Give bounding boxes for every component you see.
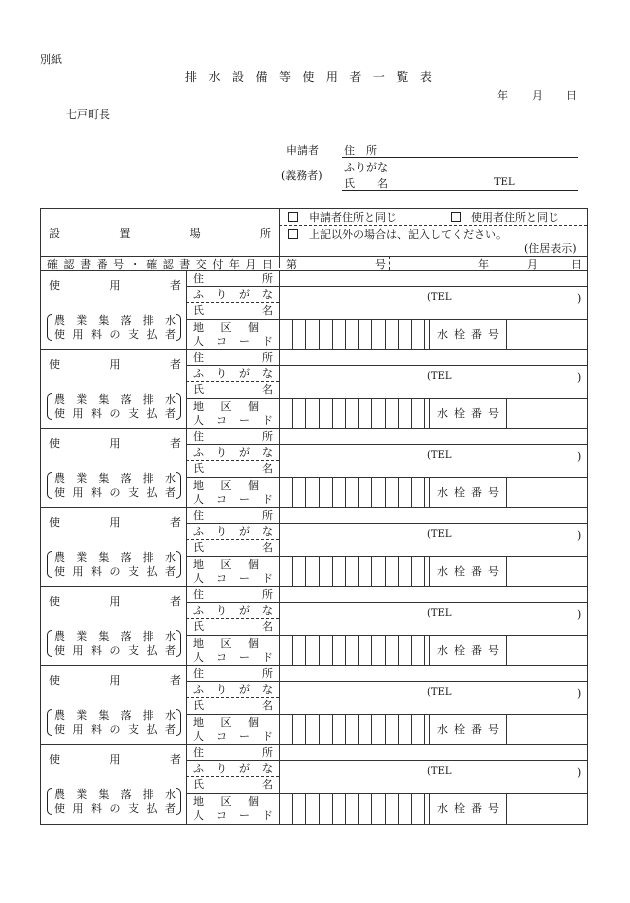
code-digit-cell[interactable] bbox=[320, 794, 332, 824]
code-digit-cell[interactable] bbox=[280, 320, 292, 350]
code-digit-cell[interactable] bbox=[412, 478, 424, 508]
tel-close: ) bbox=[577, 371, 582, 384]
furigana-label: ふ り が な bbox=[193, 604, 273, 617]
user-label: 使 用 者 bbox=[49, 358, 181, 371]
code-digit-cell[interactable] bbox=[293, 320, 305, 350]
tel-input[interactable] bbox=[461, 445, 571, 477]
address-label: 住 所 bbox=[193, 272, 273, 285]
tel-input[interactable] bbox=[461, 682, 571, 714]
applicant-role: 申請者 bbox=[286, 144, 319, 157]
payer-label-line2: 使 用 料 の 支 払 者 bbox=[54, 644, 176, 657]
furigana-label: ふ り が な bbox=[193, 288, 273, 301]
code-digit-cell[interactable] bbox=[399, 478, 411, 508]
code-digit-cell[interactable] bbox=[346, 636, 358, 666]
code-digit-cell[interactable] bbox=[293, 715, 305, 745]
address-input[interactable] bbox=[280, 587, 587, 602]
tel-input[interactable] bbox=[461, 287, 571, 319]
code-digit-cell[interactable] bbox=[399, 399, 411, 429]
user-block bbox=[41, 666, 587, 745]
code-digit-cell[interactable] bbox=[280, 478, 292, 508]
tel-input[interactable] bbox=[461, 761, 571, 793]
name-label: 氏 名 bbox=[193, 383, 273, 396]
date-month: 月 bbox=[532, 89, 543, 102]
address-input[interactable] bbox=[280, 508, 587, 523]
furigana-label: ふ り が な bbox=[193, 525, 273, 538]
code-digit-cell[interactable] bbox=[333, 794, 345, 824]
code-digit-cell[interactable] bbox=[333, 399, 345, 429]
address-label: 住 所 bbox=[193, 351, 273, 364]
area-code-label-line1: 地 区 個 bbox=[193, 716, 259, 729]
applicant-address-label: 住 所 bbox=[344, 144, 377, 157]
hydrant-no-label: 水 栓 番 号 bbox=[437, 486, 499, 499]
code-digit-cell[interactable] bbox=[372, 557, 384, 587]
payer-label-line1: 農 業 集 落 排 水 bbox=[54, 472, 176, 485]
code-digit-cell[interactable] bbox=[399, 715, 411, 745]
address-input[interactable] bbox=[280, 350, 587, 365]
cert-month: 月 bbox=[527, 258, 538, 271]
date-year: 年 bbox=[497, 89, 508, 102]
applicant-role-duty: (義務者) bbox=[281, 169, 323, 182]
code-digit-cell[interactable] bbox=[359, 399, 371, 429]
area-code-label-line1: 地 区 個 bbox=[193, 321, 259, 334]
cert-day: 日 bbox=[571, 258, 582, 271]
furigana-label: ふ り が な bbox=[193, 762, 273, 775]
code-digit-cell[interactable] bbox=[280, 399, 292, 429]
applicant-tel-label: TEL bbox=[494, 177, 515, 188]
code-digit-cell[interactable] bbox=[372, 399, 384, 429]
code-digit-cell[interactable] bbox=[293, 399, 305, 429]
user-block bbox=[41, 508, 587, 587]
code-digit-cell[interactable] bbox=[280, 557, 292, 587]
area-code-label-line1: 地 区 個 bbox=[193, 795, 259, 808]
hydrant-no-input[interactable] bbox=[507, 478, 587, 508]
payer-label-line2: 使 用 料 の 支 払 者 bbox=[54, 802, 176, 815]
tel-input[interactable] bbox=[461, 524, 571, 556]
payer-label-line2: 使 用 料 の 支 払 者 bbox=[54, 723, 176, 736]
code-digit-cell[interactable] bbox=[306, 636, 318, 666]
hydrant-no-label: 水 栓 番 号 bbox=[437, 565, 499, 578]
user-label: 使 用 者 bbox=[49, 516, 181, 529]
code-digit-cell[interactable] bbox=[412, 715, 424, 745]
user-block bbox=[41, 429, 587, 508]
user-label: 使 用 者 bbox=[49, 437, 181, 450]
tel-close: ) bbox=[577, 450, 582, 463]
code-digit-cell[interactable] bbox=[333, 320, 345, 350]
payer-label-line2: 使 用 料 の 支 払 者 bbox=[54, 486, 176, 499]
code-digit-cell[interactable] bbox=[399, 636, 411, 666]
payer-label-line1: 農 業 集 落 排 水 bbox=[54, 788, 176, 801]
tel-open: (TEL bbox=[427, 371, 452, 382]
code-digit-cell[interactable] bbox=[333, 715, 345, 745]
furigana-label: ふ り が な bbox=[193, 367, 273, 380]
option-other-text: 上記以外の場合は、記入してください。 bbox=[309, 228, 507, 241]
code-digit-cell[interactable] bbox=[280, 794, 292, 824]
applicant-furigana-label: ふりがな bbox=[344, 161, 388, 174]
tel-open: (TEL bbox=[427, 292, 452, 303]
addressee: 七戸町長 bbox=[66, 108, 110, 121]
tel-close: ) bbox=[577, 292, 582, 305]
address-label: 住 所 bbox=[193, 667, 273, 680]
area-code-label-line1: 地 区 個 bbox=[193, 637, 259, 650]
address-label: 住 所 bbox=[193, 430, 273, 443]
area-code-label-line2: 人 コ ー ド bbox=[193, 651, 273, 664]
hydrant-no-input[interactable] bbox=[507, 794, 587, 824]
area-code-label-line2: 人 コ ー ド bbox=[193, 730, 273, 743]
code-digit-cell[interactable] bbox=[399, 320, 411, 350]
applicant-name-label: 氏 名 bbox=[344, 177, 388, 190]
code-digit-cell[interactable] bbox=[280, 715, 292, 745]
code-digit-cell[interactable] bbox=[333, 636, 345, 666]
code-digit-cell[interactable] bbox=[320, 320, 332, 350]
code-digit-cell[interactable] bbox=[386, 557, 398, 587]
hydrant-no-input[interactable] bbox=[507, 320, 587, 350]
code-digit-cell[interactable] bbox=[359, 636, 371, 666]
code-digit-cell[interactable] bbox=[359, 478, 371, 508]
user-block bbox=[41, 745, 587, 824]
tel-open: (TEL bbox=[427, 450, 452, 461]
applicant-address-line[interactable] bbox=[342, 157, 578, 158]
code-digit-cell[interactable] bbox=[412, 794, 424, 824]
user-block bbox=[41, 587, 587, 666]
payer-label-line2: 使 用 料 の 支 払 者 bbox=[54, 565, 176, 578]
tel-input[interactable] bbox=[461, 603, 571, 635]
code-digit-cell[interactable] bbox=[386, 320, 398, 350]
address-input[interactable] bbox=[280, 429, 587, 444]
code-digit-cell[interactable] bbox=[320, 715, 332, 745]
tel-open: (TEL bbox=[427, 766, 452, 777]
address-input[interactable] bbox=[280, 666, 587, 681]
name-label: 氏 名 bbox=[193, 541, 273, 554]
hydrant-no-label: 水 栓 番 号 bbox=[437, 407, 499, 420]
tel-open: (TEL bbox=[427, 529, 452, 540]
payer-label-line1: 農 業 集 落 排 水 bbox=[54, 709, 176, 722]
name-label: 氏 名 bbox=[193, 620, 273, 633]
code-digit-cell[interactable] bbox=[359, 557, 371, 587]
date-day: 日 bbox=[566, 89, 577, 102]
tel-open: (TEL bbox=[427, 608, 452, 619]
furigana-label: ふ り が な bbox=[193, 683, 273, 696]
option-user-address-checkbox[interactable] bbox=[451, 212, 461, 222]
name-label: 氏 名 bbox=[193, 699, 273, 712]
user-table bbox=[40, 208, 588, 825]
hydrant-no-input[interactable] bbox=[507, 557, 587, 587]
location-label: 設 置 場 所 bbox=[49, 227, 271, 240]
address-label: 住 所 bbox=[193, 588, 273, 601]
applicant-name-line[interactable] bbox=[342, 190, 578, 191]
code-digit-cell[interactable] bbox=[359, 320, 371, 350]
code-digit-cell[interactable] bbox=[399, 794, 411, 824]
hydrant-no-label: 水 栓 番 号 bbox=[437, 644, 499, 657]
code-digit-cell[interactable] bbox=[293, 478, 305, 508]
code-digit-cell[interactable] bbox=[372, 794, 384, 824]
tel-close: ) bbox=[577, 529, 582, 542]
certificate-label: 確 認 書 番 号 ・ 確 認 書 交 付 年 月 日 bbox=[47, 258, 273, 271]
area-code-label-line2: 人 コ ー ド bbox=[193, 493, 273, 506]
user-label: 使 用 者 bbox=[49, 595, 181, 608]
option-applicant-address-checkbox[interactable] bbox=[288, 212, 298, 222]
code-digit-cell[interactable] bbox=[359, 715, 371, 745]
name-label: 氏 名 bbox=[193, 778, 273, 791]
code-digit-cell[interactable] bbox=[412, 399, 424, 429]
hydrant-no-label: 水 栓 番 号 bbox=[437, 723, 499, 736]
code-digit-cell[interactable] bbox=[293, 794, 305, 824]
code-digit-cell[interactable] bbox=[346, 715, 358, 745]
code-digit-cell[interactable] bbox=[412, 636, 424, 666]
user-label: 使 用 者 bbox=[49, 279, 181, 292]
code-digit-cell[interactable] bbox=[320, 399, 332, 429]
area-code-label-line2: 人 コ ー ド bbox=[193, 335, 273, 348]
payer-label-line1: 農 業 集 落 排 水 bbox=[54, 551, 176, 564]
code-digit-cell[interactable] bbox=[412, 557, 424, 587]
code-digit-cell[interactable] bbox=[372, 320, 384, 350]
code-digit-cell[interactable] bbox=[293, 557, 305, 587]
code-digit-cell[interactable] bbox=[306, 715, 318, 745]
option-other-checkbox[interactable] bbox=[288, 229, 298, 239]
hydrant-no-label: 水 栓 番 号 bbox=[437, 802, 499, 815]
code-digit-cell[interactable] bbox=[306, 320, 318, 350]
code-digit-cell[interactable] bbox=[320, 636, 332, 666]
code-digit-cell[interactable] bbox=[399, 557, 411, 587]
address-input[interactable] bbox=[280, 745, 587, 760]
hydrant-no-input[interactable] bbox=[507, 636, 587, 666]
cert-no-suffix: 号 bbox=[375, 258, 386, 271]
code-digit-cell[interactable] bbox=[280, 636, 292, 666]
area-code-label-line1: 地 区 個 bbox=[193, 479, 259, 492]
tel-open: (TEL bbox=[427, 687, 452, 698]
area-code-label-line2: 人 コ ー ド bbox=[193, 414, 273, 427]
user-label: 使 用 者 bbox=[49, 753, 181, 766]
code-digit-cell[interactable] bbox=[359, 794, 371, 824]
code-digit-cell[interactable] bbox=[306, 794, 318, 824]
code-digit-cell[interactable] bbox=[293, 636, 305, 666]
user-label: 使 用 者 bbox=[49, 674, 181, 687]
area-code-label-line1: 地 区 個 bbox=[193, 400, 259, 413]
code-digit-cell[interactable] bbox=[346, 478, 358, 508]
code-digit-cell[interactable] bbox=[306, 557, 318, 587]
code-digit-cell[interactable] bbox=[386, 715, 398, 745]
attachment-label: 別紙 bbox=[40, 53, 62, 66]
code-digit-cell[interactable] bbox=[372, 715, 384, 745]
user-block bbox=[41, 350, 587, 429]
cert-no-prefix: 第 bbox=[286, 258, 297, 271]
code-digit-cell[interactable] bbox=[346, 794, 358, 824]
code-digit-cell[interactable] bbox=[306, 478, 318, 508]
tel-close: ) bbox=[577, 766, 582, 779]
code-digit-cell[interactable] bbox=[333, 478, 345, 508]
address-input[interactable] bbox=[280, 271, 587, 286]
area-code-label-line2: 人 コ ー ド bbox=[193, 809, 273, 822]
option-user-address-text: 使用者住所と同じ bbox=[471, 211, 559, 224]
tel-close: ) bbox=[577, 687, 582, 700]
code-digit-cell[interactable] bbox=[346, 320, 358, 350]
code-digit-cell[interactable] bbox=[346, 399, 358, 429]
code-digit-cell[interactable] bbox=[372, 478, 384, 508]
hydrant-no-input[interactable] bbox=[507, 399, 587, 429]
address-label: 住 所 bbox=[193, 509, 273, 522]
area-code-label-line2: 人 コ ー ド bbox=[193, 572, 273, 585]
payer-label-line2: 使 用 料 の 支 払 者 bbox=[54, 407, 176, 420]
hydrant-no-input[interactable] bbox=[507, 715, 587, 745]
code-digit-cell[interactable] bbox=[386, 636, 398, 666]
code-digit-cell[interactable] bbox=[320, 478, 332, 508]
payer-label-line1: 農 業 集 落 排 水 bbox=[54, 630, 176, 643]
hydrant-no-label: 水 栓 番 号 bbox=[437, 328, 499, 341]
tel-input[interactable] bbox=[461, 366, 571, 398]
code-digit-cell[interactable] bbox=[306, 399, 318, 429]
user-block bbox=[41, 271, 587, 350]
name-label: 氏 名 bbox=[193, 304, 273, 317]
option-applicant-address-text: 申請者住所と同じ bbox=[309, 211, 397, 224]
residence-note: (住居表示) bbox=[524, 242, 577, 255]
code-digit-cell[interactable] bbox=[386, 794, 398, 824]
page-title: 排 水 設 備 等 使 用 者 一 覧 表 bbox=[185, 70, 432, 84]
cert-year: 年 bbox=[478, 258, 489, 271]
code-digit-cell[interactable] bbox=[320, 557, 332, 587]
payer-label-line1: 農 業 集 落 排 水 bbox=[54, 393, 176, 406]
payer-label-line2: 使 用 料 の 支 払 者 bbox=[54, 328, 176, 341]
payer-label-line1: 農 業 集 落 排 水 bbox=[54, 314, 176, 327]
code-digit-cell[interactable] bbox=[372, 636, 384, 666]
tel-close: ) bbox=[577, 608, 582, 621]
code-digit-cell[interactable] bbox=[412, 320, 424, 350]
code-digit-cell[interactable] bbox=[386, 399, 398, 429]
furigana-label: ふ り が な bbox=[193, 446, 273, 459]
code-digit-cell[interactable] bbox=[346, 557, 358, 587]
area-code-label-line1: 地 区 個 bbox=[193, 558, 259, 571]
address-label: 住 所 bbox=[193, 746, 273, 759]
code-digit-cell[interactable] bbox=[386, 478, 398, 508]
name-label: 氏 名 bbox=[193, 462, 273, 475]
code-digit-cell[interactable] bbox=[333, 557, 345, 587]
